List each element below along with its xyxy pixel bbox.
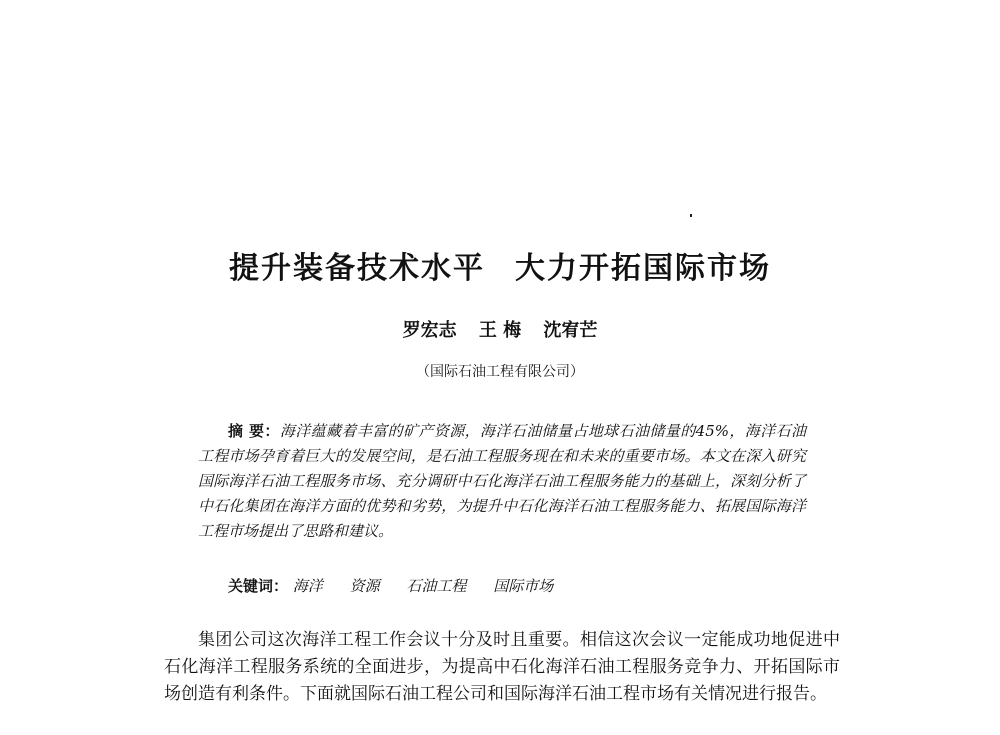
author-name: 沈宥芒 [543,320,598,341]
title-part-1: 提升装备技术水平 [229,251,485,286]
author-list [0,316,1000,342]
keyword: 国际市场 [493,577,554,595]
paper-title [0,243,1000,287]
keywords [228,575,575,596]
keyword: 石油工程 [406,577,467,595]
author-name: 王 梅 [478,320,522,341]
body-paragraph: 集团公司这次海洋工程工作会议十分及时且重要。相信这次会议一定能成功地促进中石化海洋工程服务系统的全面进步，为提高中石化海洋石油工程服务竞争力、开拓国际市场创造有利条件。下面就国际石油工程公司和国际海洋石油工程市场有关情况进行报告。 [164,630,840,704]
abstract-text: 海洋蕴藏着丰富的矿产资源，海洋石油储量占地球石油储量的45%，海洋石油工程市场孕育着巨大的发展空间，是石油工程服务现在和未来的重要市场。本文在深入研究国际海洋石油工程服务市场、充分调研中石化海洋石油工程服务能力的基础上，深刻分析了中石化集团在海洋方面的优势和劣势，为提升中石化海洋石油工程服务能力、拓展国际海洋工程市场提出了思路和建议。 [198,422,806,540]
title-part-2: 大力开拓国际市场 [515,251,771,286]
abstract-label: 摘 要： [228,422,280,440]
affiliation: （国际石油工程有限公司） [416,364,584,380]
keyword: 海洋 [292,577,323,595]
author-name: 罗宏志 [402,320,457,341]
keywords-label: 关键词： [228,577,289,595]
abstract [198,419,806,544]
scan-speck [690,214,692,217]
keyword: 资源 [349,577,380,595]
